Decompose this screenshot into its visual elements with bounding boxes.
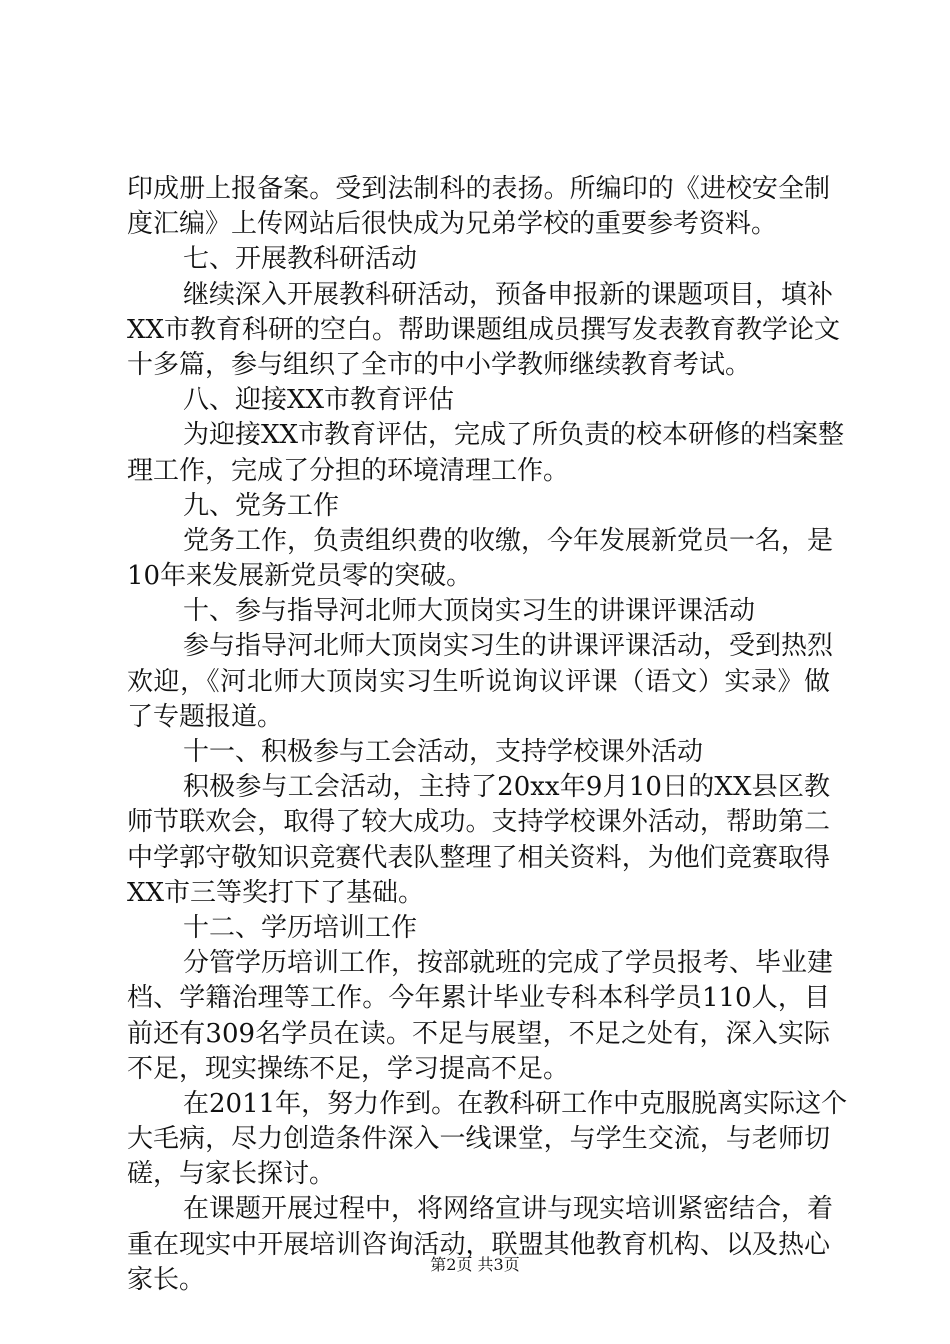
text-line: 师节联欢会，取得了较大成功。支持学校课外活动，帮助第二 [127, 807, 830, 838]
page-footer: 第2页 共3页 [430, 1255, 520, 1274]
text-line: 不足，现实操练不足，学习提高不足。 [127, 1053, 570, 1084]
document-body [127, 172, 848, 1298]
text-line: 积极参与工会活动，主持了20xx年9月10日的XX县区教 [183, 772, 830, 803]
text-line: 印成册上报备案。受到法制科的表扬。所编印的《进校安全制 [127, 174, 830, 204]
text-line: 度汇编》上传网站后很快成为兄弟学校的重要参考资料。 [127, 209, 778, 240]
text-line: 了专题报道。 [127, 701, 284, 732]
text-line: 八、迎接XX市教育评估 [183, 385, 455, 416]
text-line: 大毛病，尽力创造条件深入一线课堂，与学生交流，与老师切 [127, 1124, 830, 1155]
text-line: 七、开展教科研活动 [183, 244, 418, 275]
text-line: 档、学籍治理等工作。今年累计毕业专科本科学员110人，目 [127, 983, 830, 1014]
text-line: 十二、学历培训工作 [183, 912, 418, 943]
text-line: 欢迎，《河北师大顶岗实习生听说询议评课（语文）实录》做 [127, 666, 830, 697]
text-line: XX市三等奖打下了基础。 [127, 877, 425, 908]
text-line: 继续深入开展教科研活动，预备申报新的课题项目，填补 [183, 279, 834, 310]
text-line: 为迎接XX市教育评估，完成了所负责的校本研修的档案整 [183, 420, 845, 451]
text-line: 家长。 [127, 1264, 206, 1295]
text-line: 九、党务工作 [183, 490, 340, 521]
text-line: 中学郭守敬知识竞赛代表队整理了相关资料，为他们竞赛取得 [127, 842, 830, 873]
text-line: 十多篇，参与组织了全市的中小学教师继续教育考试。 [127, 349, 752, 380]
text-line: 磋，与家长探讨。 [127, 1159, 336, 1190]
text-line: 分管学历培训工作，按部就班的完成了学员报考、毕业建 [183, 948, 834, 979]
text-line: 前还有309名学员在读。不足与展望，不足之处有，深入实际 [127, 1018, 830, 1049]
text-line: 理工作，完成了分担的环境清理工作。 [127, 455, 570, 486]
text-line: 10年来发展新党员零的突破。 [127, 561, 473, 592]
text-line: 党务工作，负责组织费的收缴，今年发展新党员一名，是 [183, 525, 834, 556]
text-line: 十、参与指导河北师大顶岗实习生的讲课评课活动 [183, 596, 756, 627]
text-line: XX市教育科研的空白。帮助课题组成员撰写发表教育教学论文 [127, 314, 841, 345]
text-line: 十一、积极参与工会活动，支持学校课外活动 [183, 737, 704, 767]
text-line: 参与指导河北师大顶岗实习生的讲课评课活动，受到热烈 [183, 631, 834, 662]
text-line: 重在现实中开展培训咨询活动，联盟其他教育机构、以及热心 [127, 1229, 830, 1260]
text-line: 在课题开展过程中，将网络宣讲与现实培训紧密结合，着 [183, 1194, 834, 1225]
text-line: 在2011年，努力作到。在教科研工作中克服脱离实际这个 [183, 1088, 848, 1119]
